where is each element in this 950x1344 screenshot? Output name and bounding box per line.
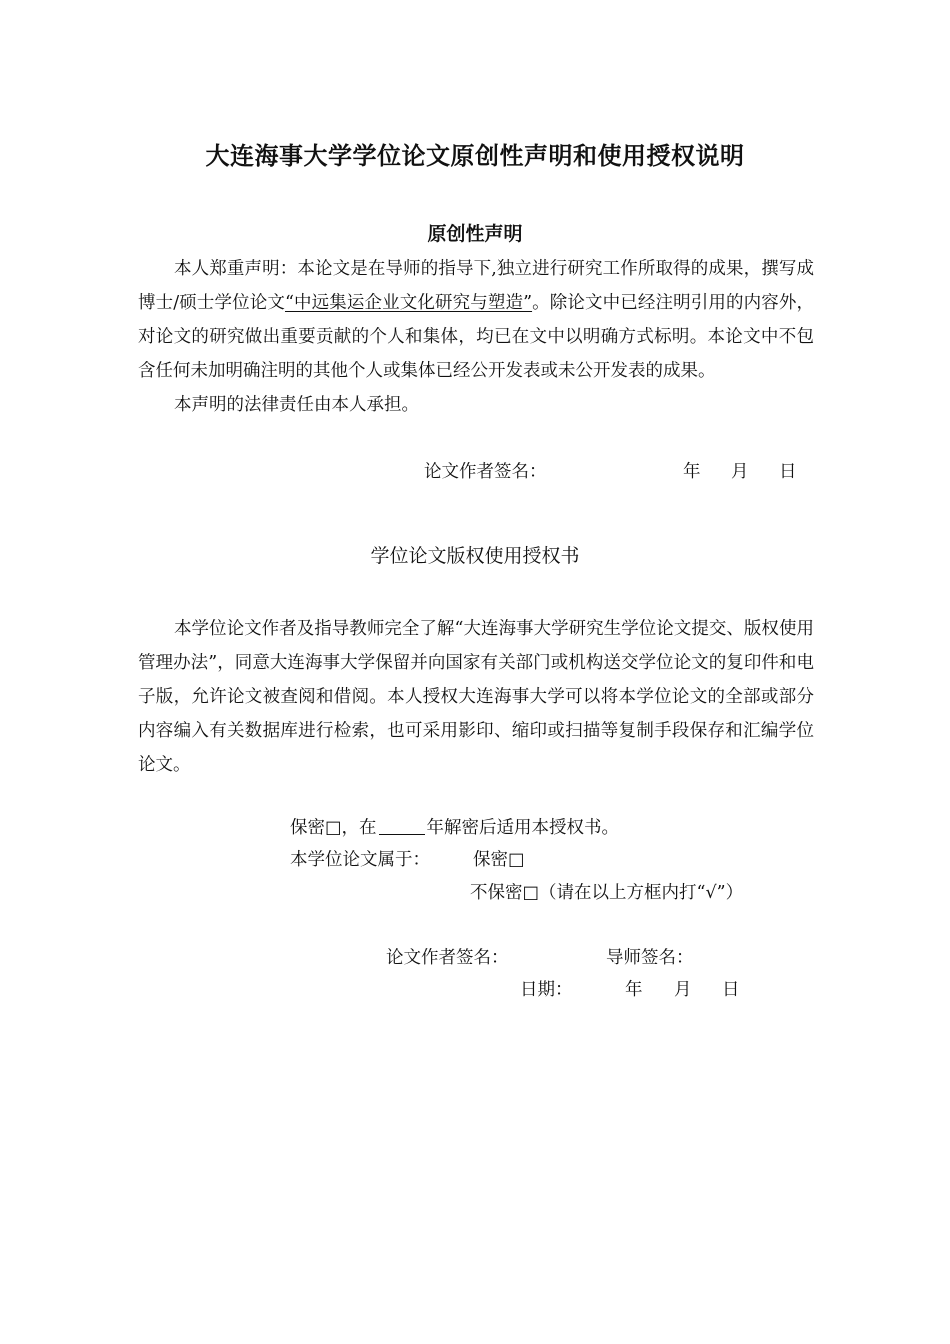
authorization-paragraph: 本学位论文作者及指导教师完全了解“大连海事大学研究生学位论文提交、版权使用管理办法”，同意大连海事大学保留并向国家有关部门或机构送交学位论文的复印件和电子版，允许论文被查阅和借阅。本人授权大连海事大学可以将本学位论文的全部或部分内容编入有关数据库进行检索，也可采用影印、缩印或扫描等复制手段保存和汇编学位论文。 <box>138 619 814 775</box>
author-signature-label: 论文作者签名： <box>386 948 509 968</box>
liability-statement: 本声明的法律责任由本人承担。 <box>174 395 419 415</box>
originality-text-a: 本人郑重声明：本论文是在导师的指导下,独立进行研究工作所取得的成果，撰写成博士/硕士学位论文 <box>138 259 814 313</box>
originality-day: 日 <box>779 462 797 482</box>
auth-day: 日 <box>722 980 740 1000</box>
secret-clause-a: 保密□，在 <box>290 818 377 838</box>
originality-year: 年 <box>683 462 701 482</box>
belongs-label: 本学位论文属于： <box>290 850 430 870</box>
thesis-title: “中远集运企业文化研究与塑造” <box>284 293 533 313</box>
secret-option: 保密□ <box>473 850 525 870</box>
years-blank <box>379 816 425 835</box>
originality-heading: 原创性声明 <box>427 223 523 245</box>
originality-paragraph <box>138 252 814 388</box>
authorization-section <box>138 612 814 782</box>
secret-clause-b: 年解密后适用本授权书。 <box>426 818 620 838</box>
originality-month: 月 <box>731 462 749 482</box>
advisor-signature-label: 导师签名： <box>606 948 694 968</box>
secret-clause <box>290 814 619 839</box>
auth-month: 月 <box>674 980 692 1000</box>
authorization-heading: 学位论文版权使用授权书 <box>370 545 580 567</box>
document-title: 大连海事大学学位论文原创性声明和使用授权说明 <box>205 142 745 170</box>
originality-section <box>138 252 814 422</box>
auth-year: 年 <box>625 980 643 1000</box>
nonsecret-option: 不保密□（请在以上方框内打“√”） <box>470 883 744 903</box>
date-label: 日期： <box>520 980 573 1000</box>
originality-text-b: 。除论文中已经注明引用的内容外，对论文的研究做出重要贡献的个人和集体，均已在文中以明确方式标明。本论文中不包含任何未加明确注明的其他个人或集体已经公开发表或未公开发表的成果。 <box>138 293 814 381</box>
originality-signature-label: 论文作者签名： <box>424 462 547 482</box>
